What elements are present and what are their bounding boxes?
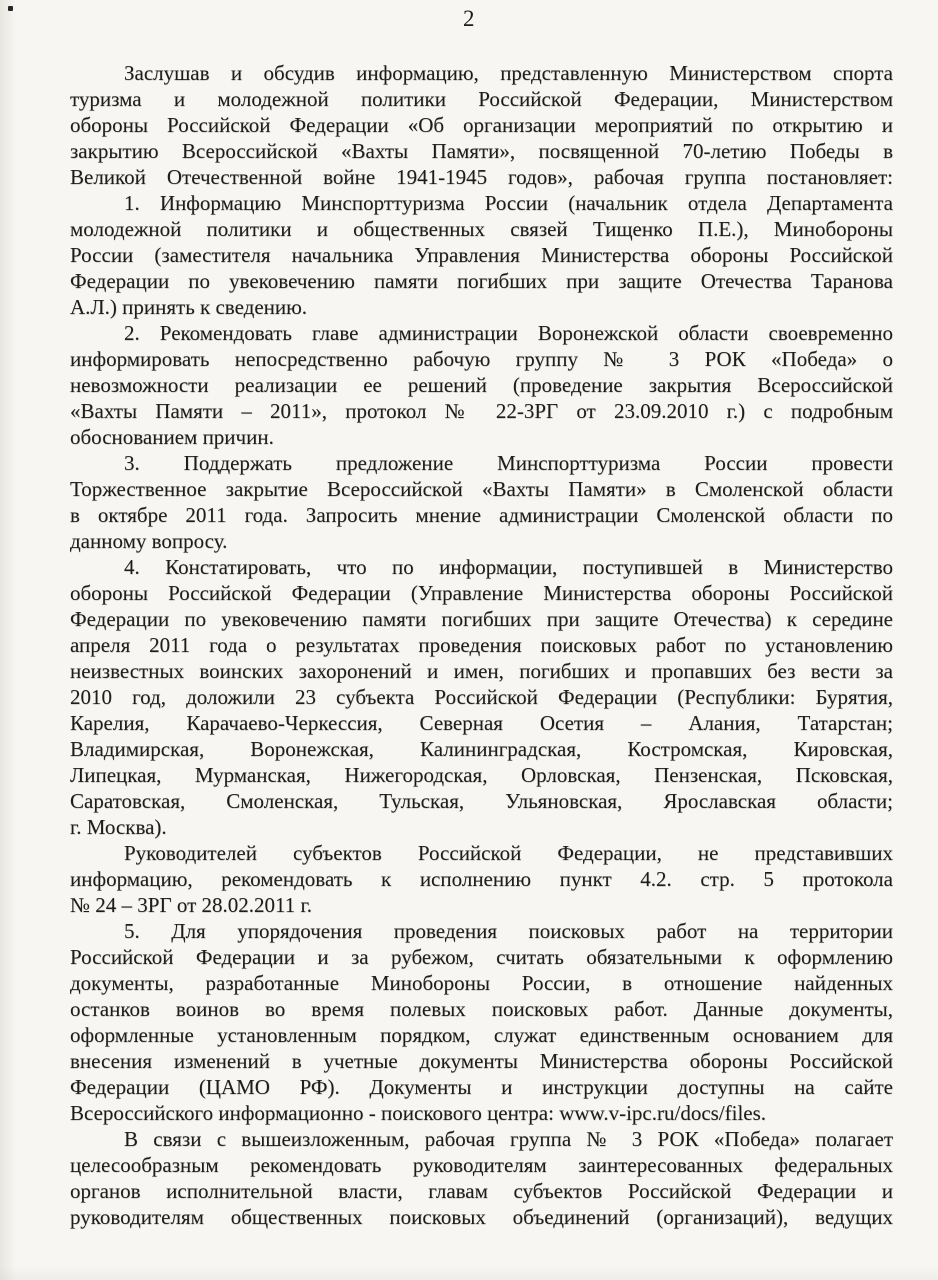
text-line: г. Москва). [70,815,167,839]
document-body [70,60,893,1230]
text-line: № 24 – 3РГ от 28.02.2011 г. [70,893,312,917]
text-line: России (заместителя начальника Управления Министерства обороны Российской [70,243,893,267]
paragraph-item-4 [70,554,893,840]
text-line: 1. Информацию Минспорттуризма России (начальник отдела Департамента [124,191,893,215]
scan-edge-shading [0,0,16,1280]
text-line: 2. Рекомендовать главе администрации Воронежской области своевременно [124,321,893,345]
paragraph-item-1 [70,190,893,320]
page-number: 2 [463,6,475,31]
text-line: Заслушав и обсудив информацию, представленную Министерством спорта [124,61,893,85]
text-line: Липецкая, Мурманская, Нижегородская, Орловская, Пензенская, Псковская, [70,763,893,787]
text-line: документы, разработанные Минобороны России, в отношение найденных [70,971,893,995]
paragraph-intro [70,60,893,190]
scan-edge-shading-bottom [0,1266,938,1280]
text-line: обоснованием причин. [70,425,274,449]
text-line: невозможности реализации ее решений (проведение закрытия Всероссийской [70,373,893,397]
text-line: руководителям общественных поисковых объединений (организаций), ведущих [70,1205,893,1229]
text-line: целесообразным рекомендовать руководителям заинтересованных федеральных [70,1153,893,1177]
text-line: 5. Для упорядочения проведения поисковых работ на территории [124,919,893,943]
text-line: Всероссийского информационно - поискового центра: www.v-ipc.ru/docs/files. [70,1101,767,1125]
text-line: «Вахты Памяти – 2011», протокол № 22-3РГ от 23.09.2010 г.) с подробным [70,399,893,423]
text-line: останков воинов во время полевых поисковых работ. Данные документы, [70,997,893,1021]
text-line: в октябре 2011 года. Запросить мнение администрации Смоленской области по [70,503,893,527]
text-line: Торжественное закрытие Всероссийской «Вахты Памяти» в Смоленской области [70,477,893,501]
text-line: Великой Отечественной войне 1941-1945 годов», рабочая группа постановляет: [70,165,893,189]
text-line: А.Л.) принять к сведению. [70,295,308,319]
text-line: 4. Констатировать, что по информации, поступившей в Министерство [124,555,893,579]
text-line: информировать непосредственно рабочую группу № 3 РОК «Победа» о [70,347,893,371]
text-line: органов исполнительной власти, главам субъектов Российской Федерации и [70,1179,893,1203]
text-line: Саратовская, Смоленская, Тульская, Ульяновская, Ярославская области; [70,789,893,813]
text-line: Федерации по увековечению памяти погибших при защите Отечества Таранова [70,269,893,293]
paragraph-item-2 [70,320,893,450]
text-line: информацию, рекомендовать к исполнению пункт 4.2. стр. 5 протокола [70,867,893,891]
text-line: апреля 2011 года о результатах проведения поисковых работ по установлению [70,633,893,657]
text-line: обороны Российской Федерации «Об организации мероприятий по открытию и [70,113,893,137]
text-line: Российской Федерации и за рубежом, считать обязательными к оформлению [70,945,893,969]
text-line: закрытию Всероссийской «Вахты Памяти», посвященной 70-летию Победы в [70,139,893,163]
text-line: обороны Российской Федерации (Управление Министерства обороны Российской [70,581,893,605]
text-line: неизвестных воинских захоронений и имен, погибших и пропавших без вести за [70,659,893,683]
paragraph-conclusion [70,1126,893,1230]
paragraph-leaders [70,840,893,918]
text-line: Владимирская, Воронежская, Калининградская, Костромская, Кировская, [70,737,893,761]
text-line: Руководителей субъектов Российской Федерации, не представивших [124,841,893,865]
text-line: 2010 год, доложили 23 субъекта Российской Федерации (Республики: Бурятия, [70,685,893,709]
text-line: 3. Поддержать предложение Минспорттуризма России провести [124,451,893,475]
text-line: Федерации по увековечению памяти погибших при защите Отечества) к середине [70,607,893,631]
text-line: молодежной политики и общественных связей Тищенко П.Е.), Минобороны [70,217,893,241]
text-line: Федерации (ЦАМО РФ). Документы и инструкции доступны на сайте [70,1075,893,1099]
text-line: данному вопросу. [70,529,228,553]
text-line: оформленные установленным порядком, служат единственным основанием для [70,1023,893,1047]
text-line: туризма и молодежной политики Российской Федерации, Министерством [70,87,893,111]
paragraph-item-3 [70,450,893,554]
text-line: В связи с вышеизложенным, рабочая группа № 3 РОК «Победа» полагает [124,1127,893,1151]
text-line: внесения изменений в учетные документы Министерства обороны Российской [70,1049,893,1073]
paragraph-item-5 [70,918,893,1126]
text-line: Карелия, Карачаево-Черкессия, Северная Осетия – Алания, Татарстан; [70,711,893,735]
